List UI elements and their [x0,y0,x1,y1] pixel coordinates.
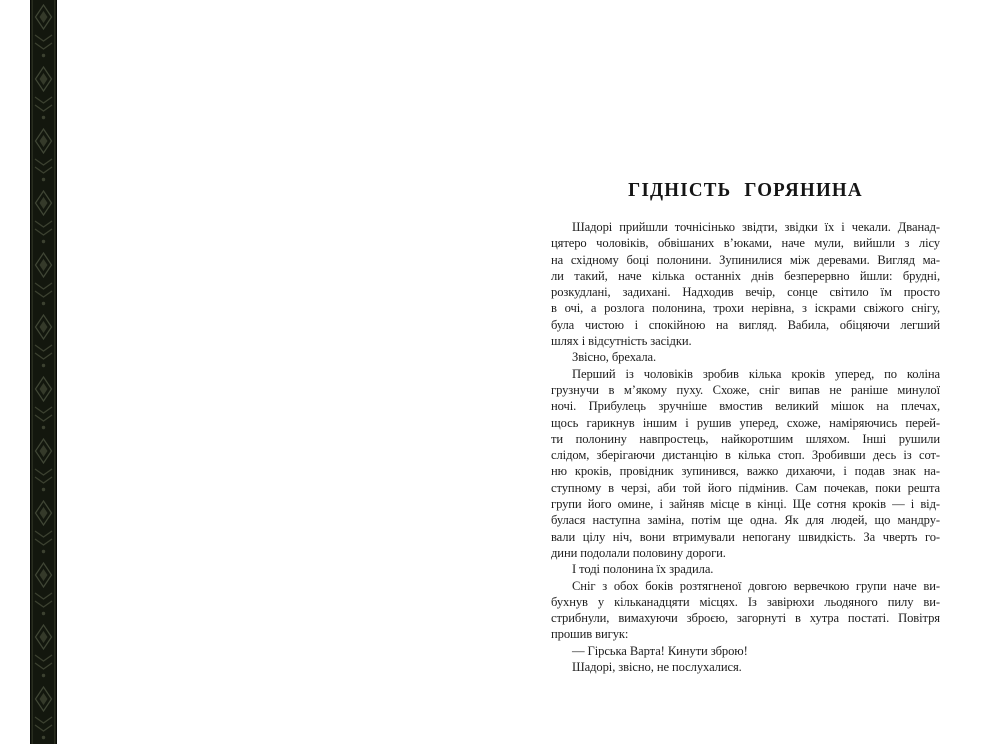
text-line: прошив вигук: [551,627,629,642]
text-line: в очі, а розлога полонина, трохи нерівна, з іскрами свіжого снігу, [551,301,940,316]
text-line: Звісно, брехала. [572,350,657,365]
text-line: розкудлані, задихані. Надходив вечір, сонце світило їм просто [551,285,940,300]
paragraph [551,578,940,643]
text-line: ти полонину навпростець, найкоротшим шляхом. Інші рушили [551,431,940,446]
text-line: вали цілу ніч, вони втримували непогану швидкість. За чверть го- [551,529,940,544]
text-line: грузнучи в м’якому пуху. Схоже, сніг випав не раніше минулої [551,382,940,397]
paragraph [551,643,940,659]
text-line: слідом, зберігаючи дистанцію в кілька стоп. Зробивши десь із сот- [551,448,940,463]
text-column [551,177,940,675]
text-line: ню кроків, провідник зупинився, важко дихаючи, і подав знак на- [551,464,940,479]
paragraph [551,366,940,562]
text-line: — Гірська Варта! Кинути зброю! [572,643,748,658]
chapter-title: ГІДНІСТЬ ГОРЯНИНА [628,179,863,202]
text-line: ли такий, наче кілька останніх днів безперервно йшли: брудні, [551,268,940,283]
paragraph [551,561,940,577]
paragraph [551,219,940,349]
text-line: Шадорі прийшли точнісінько звідти, звідки їх і чекали. Дванад- [572,220,940,234]
text-line: ночі. Прибулець зручніше вмостив великий мішок на плечах, [551,399,940,414]
text-line: Шадорі, звісно, не послухалися. [572,660,742,675]
paragraph [551,659,940,675]
text-line: була чистою і спокійною на вигляд. Вабила, обіцяючи легший [551,317,940,332]
text-line: на східному боці полонини. Зупинилися між деревами. Вигляд ма- [551,252,940,267]
text-line: шлях і відсутність засідки. [551,334,692,349]
text-line: щось гарикнув іншим і рушив уперед, схоже, наміряючись перей- [551,415,940,430]
text-line: ступному в черзі, аби той його підмінив. Сам почекав, поки решта [551,480,940,495]
text-line: стрибнули, вимахуючи зброєю, загорнуті в хутра постаті. Повітря [551,611,940,626]
carved-border-ornament-icon [30,0,57,744]
body-text [551,219,940,675]
text-line: булася наступна заміна, потім ще одна. Як для людей, що мандру- [551,513,940,528]
text-line: Сніг з обох боків розтягненої довгою вервечкою групи наче ви- [572,578,940,593]
text-line: І тоді полонина їх зрадила. [572,562,714,577]
text-line: Перший із чоловіків зробив кілька кроків уперед, по коліна [572,366,940,381]
paragraph [551,349,940,365]
text-line: бухнув у кільканадцяти місцях. Із завірюхи льодяного пилу ви- [551,594,940,609]
text-line: групи його омине, і зайняв місце в кінці. Ще сотня кроків — і від- [551,497,940,512]
text-line: цятеро чоловіків, обвішаних в’юками, наче мули, вийшли з лісу [551,236,940,251]
text-line: дини подолали половину дороги. [551,545,726,560]
